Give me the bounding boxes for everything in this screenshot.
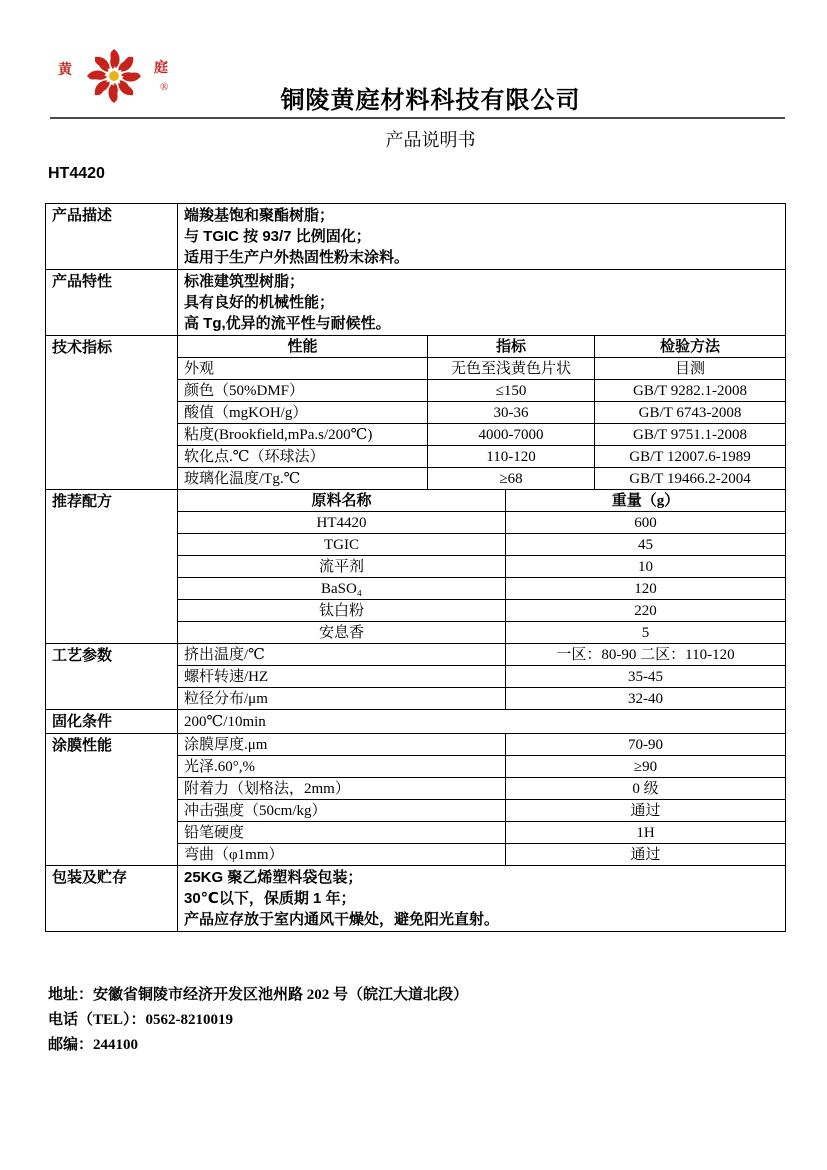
film-value-cell: 1H bbox=[506, 822, 786, 844]
document-title: 产品说明书 bbox=[385, 130, 476, 150]
section-label-packaging: 包装及贮存 bbox=[46, 866, 178, 932]
tech-value-cell: ≤150 bbox=[428, 380, 595, 402]
tech-method-cell: GB/T 6743-2008 bbox=[595, 402, 786, 424]
film-property-cell: 弯曲（φ1mm） bbox=[178, 844, 506, 866]
formula-material-cell: TGIC bbox=[178, 534, 506, 556]
film-property-cell: 光泽.60°,% bbox=[178, 756, 506, 778]
tech-method-cell: GB/T 9751.1-2008 bbox=[595, 424, 786, 446]
process-value-cell: 35-45 bbox=[506, 666, 786, 688]
formula-weight-cell: 600 bbox=[506, 512, 786, 534]
table-row bbox=[46, 644, 786, 666]
table-row bbox=[46, 204, 786, 270]
section-label-tech: 技术指标 bbox=[46, 336, 178, 490]
section-label-formula: 推荐配方 bbox=[46, 490, 178, 644]
spec-table bbox=[45, 203, 786, 932]
film-property-cell: 附着力（划格法，2mm） bbox=[178, 778, 506, 800]
company-name: 铜陵黄庭材料科技有限公司 bbox=[280, 87, 581, 114]
process-value-cell: 一区：80-90 二区：110-120 bbox=[506, 644, 786, 666]
footer-contact bbox=[48, 983, 468, 1058]
table-row bbox=[46, 270, 786, 336]
formula-weight-cell: 10 bbox=[506, 556, 786, 578]
tech-method-cell: GB/T 19466.2-2004 bbox=[595, 468, 786, 490]
logo-right-char: 庭 bbox=[154, 61, 168, 76]
tech-value-cell: 30-36 bbox=[428, 402, 595, 424]
packaging-line: 30℃以下，保质期 1 年； bbox=[184, 890, 356, 907]
process-param-cell: 螺杆转速/HZ bbox=[178, 666, 506, 688]
tech-value-cell: 4000-7000 bbox=[428, 424, 595, 446]
process-param-cell: 粒径分布/μm bbox=[178, 688, 506, 710]
table-row bbox=[46, 490, 786, 512]
formula-weight-cell: 5 bbox=[506, 622, 786, 644]
features-cell bbox=[178, 270, 786, 336]
table-row bbox=[46, 866, 786, 932]
features-line: 标准建筑型树脂； bbox=[184, 273, 305, 290]
formula-header-material: 原料名称 bbox=[178, 490, 506, 512]
packaging-cell bbox=[178, 866, 786, 932]
features-line: 具有良好的机械性能； bbox=[184, 294, 335, 311]
formula-header-weight: 重量（g） bbox=[506, 490, 786, 512]
tech-header-method: 检验方法 bbox=[595, 336, 786, 358]
product-code: HT4420 bbox=[48, 165, 105, 182]
description-line: 与 TGIC 按 93/7 比例固化； bbox=[184, 228, 371, 245]
curing-value-cell: 200℃/10min bbox=[178, 710, 786, 734]
formula-weight-cell: 220 bbox=[506, 600, 786, 622]
formula-weight-cell: 120 bbox=[506, 578, 786, 600]
tech-value-cell: 无色至浅黄色片状 bbox=[428, 358, 595, 380]
formula-material-cell: 流平剂 bbox=[178, 556, 506, 578]
tech-header-property: 性能 bbox=[178, 336, 428, 358]
description-cell bbox=[178, 204, 786, 270]
film-property-cell: 铅笔硬度 bbox=[178, 822, 506, 844]
film-value-cell: 通过 bbox=[506, 800, 786, 822]
tech-property-cell: 颜色（50%DMF） bbox=[178, 380, 428, 402]
tech-header-value: 指标 bbox=[428, 336, 595, 358]
formula-material-cell: 安息香 bbox=[178, 622, 506, 644]
table-row bbox=[46, 710, 786, 734]
tech-method-cell: 目测 bbox=[595, 358, 786, 380]
formula-material-cell: HT4420 bbox=[178, 512, 506, 534]
film-value-cell: 通过 bbox=[506, 844, 786, 866]
description-line: 适用于生产户外热固性粉末涂料。 bbox=[184, 249, 410, 266]
film-property-cell: 冲击强度（50cm/kg） bbox=[178, 800, 506, 822]
film-value-cell: 0 级 bbox=[506, 778, 786, 800]
tech-property-cell: 外观 bbox=[178, 358, 428, 380]
formula-material-cell: BaSO₄ bbox=[178, 578, 506, 600]
process-value-cell: 32-40 bbox=[506, 688, 786, 710]
section-label-film: 涂膜性能 bbox=[46, 734, 178, 866]
packaging-line: 产品应存放于室内通风干燥处，避免阳光直射。 bbox=[184, 911, 500, 928]
description-line: 端羧基饱和聚酯树脂； bbox=[184, 207, 335, 224]
tech-method-cell: GB/T 9282.1-2008 bbox=[595, 380, 786, 402]
film-property-cell: 涂膜厚度.μm bbox=[178, 734, 506, 756]
section-label-features: 产品特性 bbox=[46, 270, 178, 336]
section-label-process: 工艺参数 bbox=[46, 644, 178, 710]
tech-property-cell: 软化点.℃（环球法） bbox=[178, 446, 428, 468]
footer-address: 地址：安徽省铜陵市经济开发区池州路 202 号（皖江大道北段） bbox=[48, 987, 469, 1003]
features-line: 高 Tg,优异的流平性与耐候性。 bbox=[184, 315, 391, 332]
table-row bbox=[46, 336, 786, 358]
logo-left-char: 黄 bbox=[58, 63, 72, 78]
section-label-description: 产品描述 bbox=[46, 204, 178, 270]
film-value-cell: 70-90 bbox=[506, 734, 786, 756]
formula-material-cell: 钛白粉 bbox=[178, 600, 506, 622]
film-value-cell: ≥90 bbox=[506, 756, 786, 778]
table-row bbox=[46, 734, 786, 756]
tech-method-cell: GB/T 12007.6-1989 bbox=[595, 446, 786, 468]
header-divider bbox=[50, 117, 785, 119]
tech-value-cell: 110-120 bbox=[428, 446, 595, 468]
logo-registered-mark: ® bbox=[160, 81, 169, 93]
tech-value-cell: ≥68 bbox=[428, 468, 595, 490]
formula-weight-cell: 45 bbox=[506, 534, 786, 556]
footer-phone: 电话（TEL）：0562-8210019 bbox=[48, 1012, 234, 1028]
process-param-cell: 挤出温度/℃ bbox=[178, 644, 506, 666]
tech-property-cell: 玻璃化温度/Tg.℃ bbox=[178, 468, 428, 490]
packaging-line: 25KG 聚乙烯塑料袋包装； bbox=[184, 869, 363, 886]
tech-property-cell: 酸值（mgKOH/g） bbox=[178, 402, 428, 424]
tech-property-cell: 粘度(Brookfield,mPa.s/200℃) bbox=[178, 424, 428, 446]
footer-postcode: 邮编：244100 bbox=[48, 1037, 139, 1053]
section-label-curing: 固化条件 bbox=[46, 710, 178, 734]
